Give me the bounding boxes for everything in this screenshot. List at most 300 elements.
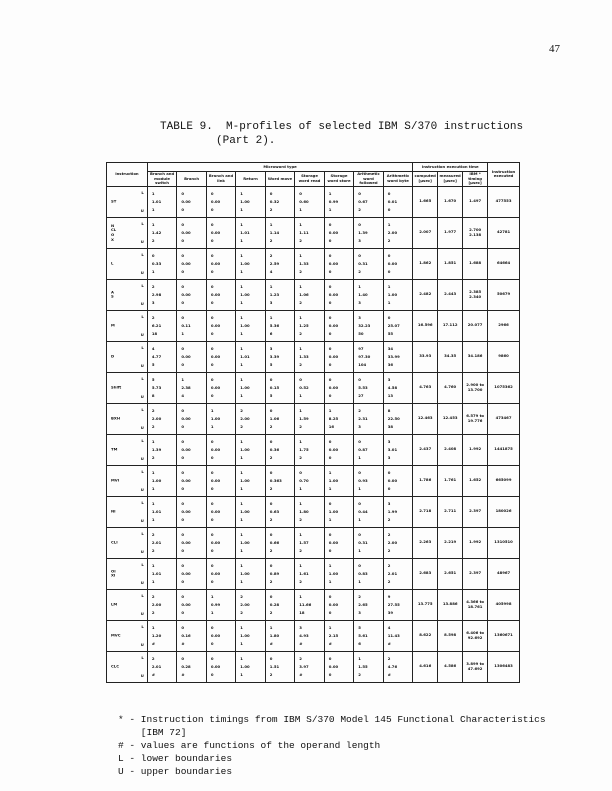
measured-time: 1.761 [438,465,463,496]
microword-cell [236,434,265,465]
upper-bound-label: U [140,487,144,493]
average-value: 0.00 [328,663,339,669]
lower-value: 1 [299,221,302,227]
microword-cell [383,310,413,341]
microword-cell [147,620,176,651]
upper-value: 0 [210,578,214,584]
computed-time: 1.862 [413,248,438,279]
lower-value: 0 [181,190,184,196]
average-value: 1.00 [240,508,250,514]
instruction-name: M [111,322,115,328]
lower-value: 0 [210,438,214,444]
upper-value: 0 [181,206,184,212]
lower-value: 0 [269,438,273,444]
microword-cell [265,434,294,465]
lower-value: 97 [358,345,364,351]
table-row [107,310,520,341]
average-value: 32.23 [358,322,371,328]
lower-value: 1 [151,624,155,630]
lower-value: 1 [151,500,155,506]
upper-bound-label: U [140,642,144,648]
average-value: 1.00 [240,570,250,576]
lower-value: 1 [240,345,243,351]
lower-value: 2 [151,531,155,537]
microword-cell [236,341,265,372]
lower-value: 0 [358,469,361,475]
microword-cell [295,620,324,651]
average-value: 0.31 [358,260,368,266]
lower-value: 2 [358,593,361,599]
upper-value: 0 [181,299,184,305]
average-value: 0.00 [210,353,221,359]
upper-value: 1 [328,485,332,491]
instruction-cell [107,341,148,372]
upper-value: 1 [240,392,243,398]
instruction-cell [107,651,148,682]
table-row [107,651,520,682]
microword-cell [177,620,206,651]
lower-value: 1 [240,500,243,506]
header-execution-time: Instruction execution time [413,163,488,172]
microword-cell [383,651,413,682]
lower-value: 5 [358,624,361,630]
microword-cell [265,558,294,589]
microword-cell [324,248,353,279]
measured-time: 17.112 [438,310,463,341]
lower-bound-label: L [141,375,144,381]
lower-value: 0 [210,221,214,227]
microword-cell [324,465,353,496]
average-value: 0.00 [387,260,398,266]
upper-value: 2 [151,454,155,460]
header-microword-column: Return [236,172,265,187]
microword-cell [354,465,383,496]
upper-value: 1 [210,609,214,615]
microword-cell [206,279,235,310]
lower-value: 1 [240,314,243,320]
microword-cell [177,217,206,248]
upper-value: 2 [358,206,361,212]
lower-value: 0 [210,655,214,661]
average-value: 0.31 [358,539,368,545]
instructions-executed: 64664 [488,248,520,279]
average-value: 1.01 [240,353,250,359]
upper-value: 0 [328,237,332,243]
instruction-name: MVI [111,477,120,483]
average-value: 0.60 [299,198,309,204]
lower-value: 1 [299,531,302,537]
instruction-name: L [111,260,114,266]
upper-bound-label: U [140,208,144,214]
average-value: 0.00 [181,415,191,421]
table-row [107,589,520,620]
instructions-executed: 473467 [488,403,520,434]
average-value: 0.00 [181,508,191,514]
lower-value: 0 [269,562,273,568]
upper-value: 2 [269,206,273,212]
upper-value: # [269,640,273,646]
average-value: 6.21 [151,322,162,328]
lower-value: 0 [210,376,214,382]
average-value: 0.00 [181,477,191,483]
upper-value: 2 [358,268,361,274]
upper-bound-label: U [140,394,144,400]
instructions-executed: 1360671 [488,620,520,651]
average-value: 3.01 [387,446,398,452]
average-value: 1.00 [240,632,250,638]
upper-value: 104 [358,361,367,367]
header-time-column: measured [µsec] [438,172,463,187]
lower-value: 1 [240,376,243,382]
table-row [107,403,520,434]
average-value: 0.66 [269,539,280,545]
lower-value: 1 [151,438,155,444]
table-row [107,341,520,372]
upper-value: 1 [299,485,302,491]
microword-cell [236,372,265,403]
microword-cell [147,341,176,372]
microword-cell [383,589,413,620]
microword-cell [324,341,353,372]
lower-value: 2 [358,407,361,413]
caption-line-1: TABLE 9. M-profiles of selected IBM S/370 instructions [160,121,524,133]
upper-value: 2 [299,299,302,305]
upper-bound-label: U [140,518,144,524]
average-value: 2.00 [151,415,162,421]
average-value: 0.44 [358,508,368,514]
upper-value: 0 [181,454,184,460]
upper-value: 1 [358,547,361,553]
upper-value: 0 [210,206,214,212]
upper-value: 1 [240,206,243,212]
microword-cell [206,403,235,434]
instruction-name: ST [111,198,117,204]
microword-cell [236,527,265,558]
microword-cell [206,620,235,651]
upper-value: 1 [328,578,332,584]
microword-cell [383,620,413,651]
instructions-executed: 1310510 [488,527,520,558]
lower-bound-label: L [141,189,144,195]
lower-value: 0 [210,314,214,320]
lower-value: 1 [299,500,302,506]
lower-bound-label: L [141,623,144,629]
upper-value: 0 [181,578,184,584]
microword-cell [383,248,413,279]
upper-value: 0 [328,330,332,336]
average-value: 2.00 [151,601,162,607]
lower-value: 0 [328,345,332,351]
lower-bound-label: L [141,251,144,257]
upper-value: 2 [299,516,302,522]
average-value: 0.67 [358,198,368,204]
microword-cell [265,403,294,434]
average-value: 0.63 [269,508,280,514]
microword-cell [265,341,294,372]
microword-cell [383,527,413,558]
footnotes [118,713,546,778]
instructions-executed: 48967 [488,558,520,589]
average-value: 0.01 [387,198,398,204]
lower-value: 1 [299,593,302,599]
lower-value: 0 [181,345,184,351]
microword-cell [177,186,206,217]
average-value: 0.00 [210,384,221,390]
measured-time: 1.670 [438,186,463,217]
upper-value: 38 [387,423,394,429]
upper-bound-label: U [140,549,144,555]
average-value: 1.11 [299,229,309,235]
microword-cell [177,341,206,372]
upper-value: 0 [328,547,332,553]
lower-value: 2 [151,407,155,413]
lower-value: 0 [151,252,155,258]
average-value: 0.99 [328,198,339,204]
microword-cell [265,217,294,248]
microword-cell [324,558,353,589]
microword-cell [236,186,265,217]
lower-value: 1 [151,221,155,227]
upper-value: 2 [269,547,273,553]
upper-value: 2 [269,609,273,615]
lower-value: 1 [358,655,361,661]
ibm-timing: 2.385 2.340 [463,279,488,310]
lower-bound-label: L [141,406,144,412]
average-value: 1.80 [269,632,280,638]
lower-value: 0 [387,252,391,258]
upper-value: 5 [269,392,273,398]
upper-value: 1 [358,578,361,584]
average-value: 0.00 [181,539,191,545]
upper-value: 0 [387,268,391,274]
table-row [107,372,520,403]
instruction-cell [107,465,148,496]
microword-cell [147,310,176,341]
microword-cell [236,558,265,589]
average-value: 1.39 [151,446,162,452]
upper-bound-label: U [140,270,144,276]
lower-value: 0 [210,252,214,258]
upper-value: # [387,671,391,677]
lower-value: 0 [210,531,214,537]
average-value: 3.39 [269,353,280,359]
microword-cell [177,310,206,341]
microword-cell [206,186,235,217]
microword-cell [147,465,176,496]
upper-value: 0 [210,516,214,522]
average-value: 2.01 [151,663,162,669]
lower-value: 0 [387,469,391,475]
computed-time: 4.616 [413,651,438,682]
upper-value: 1 [151,268,155,274]
upper-value: 1 [328,516,332,522]
microword-cell [295,341,324,372]
lower-value: 0 [210,283,214,289]
average-value: 0.00 [328,446,339,452]
computed-time: 2.718 [413,496,438,527]
lower-bound-label: L [141,437,144,443]
upper-value: 1 [151,206,155,212]
instruction-cell [107,558,148,589]
lower-value: 0 [328,500,332,506]
upper-value: # [299,640,303,646]
lower-value: 0 [181,314,184,320]
lower-value: 2 [387,531,391,537]
header-microword-column: Arithmetic word byte [383,172,413,187]
lower-value: 1 [240,562,243,568]
upper-value: 2 [299,578,302,584]
lower-value: 0 [181,252,184,258]
average-value: 4.77 [151,353,162,359]
upper-value: 3 [358,237,361,243]
instructions-executed: 180026 [488,496,520,527]
microword-cell [295,248,324,279]
instructions-executed: 1441875 [488,434,520,465]
average-value: 5.73 [151,384,162,390]
average-value: 1.61 [299,570,309,576]
average-value: 4.93 [299,632,309,638]
average-value: 11.66 [299,601,312,607]
microword-cell [177,372,206,403]
upper-value: 1 [240,237,243,243]
lower-value: 0 [328,531,332,537]
upper-value: 27 [358,392,364,398]
upper-value: 55 [387,330,394,336]
upper-bound-label: U [140,611,144,617]
upper-value: 0 [210,361,214,367]
lower-value: 3 [358,314,361,320]
average-value: 0.15 [269,384,280,390]
average-value: 2.98 [151,291,162,297]
microword-cell [354,558,383,589]
average-value: 0.00 [210,322,221,328]
microword-cell [206,310,235,341]
upper-value: 2 [151,547,155,553]
table-row [107,217,520,248]
lower-value: 1 [240,252,243,258]
lower-value: 1 [151,562,155,568]
average-value: 0.00 [328,539,339,545]
lower-value: 4 [151,345,155,351]
average-value: 0.00 [328,291,339,297]
measured-time: 2.408 [438,434,463,465]
average-value: 1.00 [240,539,250,545]
average-value: 0.83 [358,570,368,576]
average-value: 1.00 [328,508,339,514]
ibm-timing: 6.579 to 19.776 [463,403,488,434]
upper-value: 0 [210,237,214,243]
lower-bound-label: L [141,561,144,567]
microword-cell [236,403,265,434]
microword-cell [206,589,235,620]
upper-value: 2 [269,578,273,584]
lower-value: 2 [240,593,243,599]
average-value: 0.32 [269,198,280,204]
lower-value: 1 [151,469,155,475]
lower-value: 5 [151,376,155,382]
average-value: 1.01 [151,570,162,576]
lower-bound-label: L [141,530,144,536]
microword-cell [383,403,413,434]
microword-cell [354,527,383,558]
lower-value: 1 [299,407,302,413]
instruction-cell [107,403,148,434]
microword-cell [324,186,353,217]
lower-value: 3 [387,438,391,444]
lower-value: 1 [240,531,243,537]
instruction-name: Shift [111,384,122,390]
instruction-name: LM [111,601,118,607]
upper-value: 6 [269,330,273,336]
ibm-timing: 2.700 2.138 [463,217,488,248]
microword-cell [383,279,413,310]
average-value: 1.00 [328,477,339,483]
upper-value: 2 [299,237,302,243]
microword-cell [324,372,353,403]
table-row [107,620,520,651]
upper-value: 0 [181,485,184,491]
microword-cell [147,527,176,558]
lower-value: 1 [299,438,302,444]
measured-time: 2.711 [438,496,463,527]
lower-value: 0 [210,345,214,351]
lower-value: 2 [269,252,273,258]
microword-cell [295,558,324,589]
average-value: 0.363 [269,477,282,483]
footnote-lower: L - lower boundaries [118,753,233,764]
header-microword-type: Microword type [147,163,412,172]
header-microword-column: Branch and module switch [147,172,176,187]
upper-value: 0 [328,361,332,367]
average-value: 1.23 [269,291,280,297]
microword-cell [354,279,383,310]
lower-value: 1 [299,562,302,568]
average-value: 0.00 [210,508,221,514]
average-value: 22.50 [387,415,400,421]
ibm-timing: 1.652 [463,465,488,496]
microword-cell [324,403,353,434]
lower-value: 1 [269,283,273,289]
upper-bound-label: U [140,456,144,462]
average-value: 1.75 [299,446,309,452]
upper-value: 3 [387,454,391,460]
upper-value: # [181,671,185,677]
lower-value: 0 [181,500,184,506]
upper-value: 3 [151,299,155,305]
average-value: 0.00 [181,198,191,204]
lower-value: 0 [328,593,332,599]
average-value: 1.00 [240,663,250,669]
microword-cell [177,279,206,310]
instruction-cell [107,279,148,310]
measured-time: 13.886 [438,589,463,620]
lower-value: 0 [358,252,361,258]
upper-value: 2 [240,423,243,429]
average-value: 2.00 [240,601,250,607]
lower-bound-label: L [141,592,144,598]
microword-cell [324,527,353,558]
instructions-executed: 405998 [488,589,520,620]
average-value: 2.31 [358,415,368,421]
lower-value: 0 [210,469,214,475]
microword-cell [354,496,383,527]
measured-time: 2.219 [438,527,463,558]
lower-value: 0 [387,190,391,196]
lower-value: 1 [299,283,302,289]
microword-cell [324,310,353,341]
upper-value: 0 [181,609,184,615]
lower-value: 2 [151,655,155,661]
